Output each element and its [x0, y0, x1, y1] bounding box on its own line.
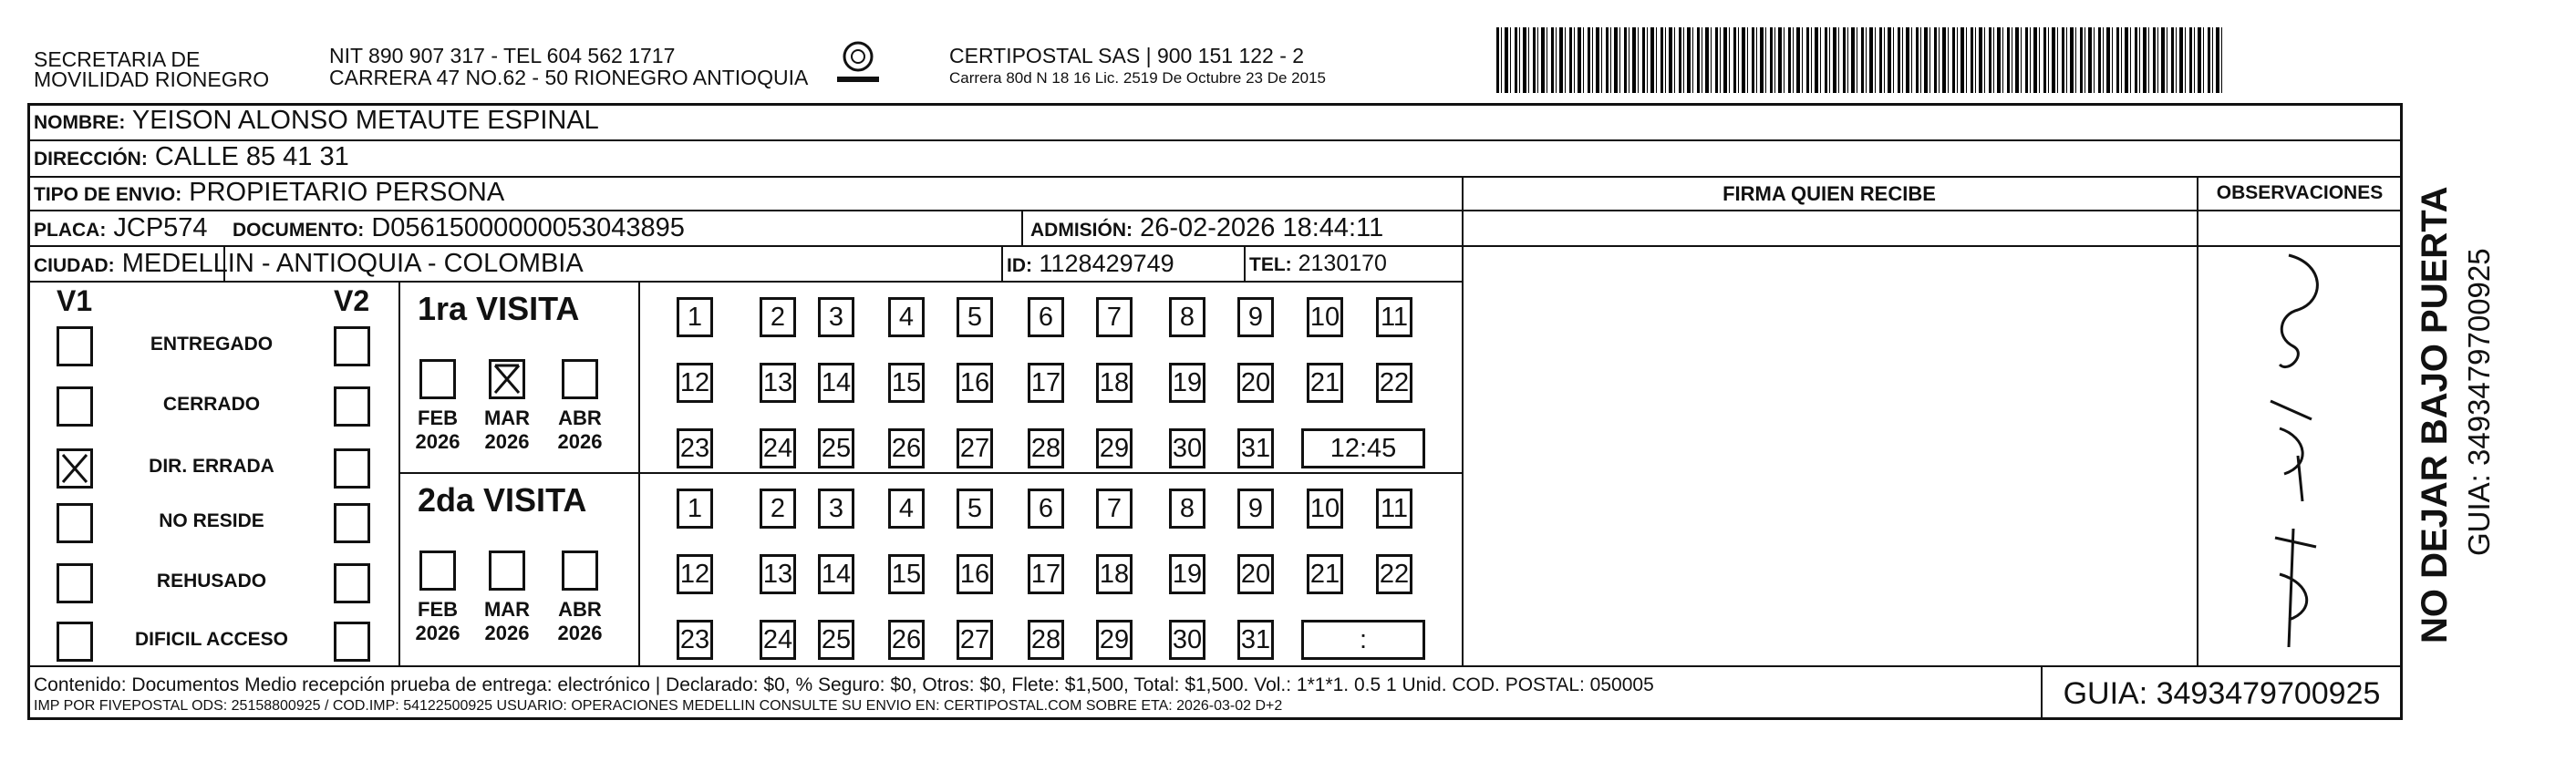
documento-label: DOCUMENTO: [233, 220, 365, 241]
time-box[interactable]: 12:45 [1301, 428, 1425, 468]
barcode-image [1496, 27, 2222, 93]
rule [1001, 245, 1003, 281]
v1-checkbox[interactable] [57, 622, 93, 662]
sender-nit: NIT 890 907 317 - TEL 604 562 1717 [329, 44, 676, 67]
day-box[interactable]: 2 [760, 297, 796, 337]
day-box[interactable]: 29 [1096, 620, 1133, 660]
rule [1021, 210, 1023, 245]
year-label: 2026 [484, 622, 530, 644]
day-box[interactable]: 15 [888, 363, 925, 403]
footer-content-line: Contenido: Documentos Medio recepción prueba de entrega: electrónico | Declarado: $0, % Seguro: $0, Otros: $0, Flete: $1,500, Total: $1,500. Vol.: 1*1*1. 0.5 1 Unid. COD. POSTAL: 050005 [34, 674, 1654, 695]
day-box[interactable]: 27 [957, 428, 993, 468]
day-box[interactable]: 1 [677, 489, 713, 529]
day-box[interactable]: 11 [1376, 297, 1412, 337]
admision-label: ADMISIÓN: [1030, 220, 1133, 241]
rule [1244, 245, 1246, 281]
year-label: 2026 [415, 622, 460, 644]
day-box[interactable]: 12 [677, 554, 713, 594]
day-box[interactable]: 6 [1028, 489, 1064, 529]
day-box[interactable]: 7 [1096, 489, 1133, 529]
placa-label: PLACA: [34, 220, 107, 241]
day-box[interactable]: 25 [818, 620, 854, 660]
month-label: MAR [483, 406, 531, 429]
day-box[interactable]: 26 [888, 428, 925, 468]
observaciones-header: OBSERVACIONES [2216, 182, 2384, 203]
v2-checkbox[interactable] [334, 622, 370, 662]
month-label: ABR [558, 406, 602, 429]
v1-checkbox[interactable] [57, 448, 93, 489]
day-box[interactable]: 30 [1169, 428, 1205, 468]
day-box[interactable]: 12 [677, 363, 713, 403]
day-box[interactable]: 4 [888, 297, 925, 337]
day-box[interactable]: 9 [1237, 489, 1274, 529]
year-label: 2026 [557, 430, 603, 453]
day-box[interactable]: 2 [760, 489, 796, 529]
side-guia: GUIA: 3493479700925 [2462, 248, 2496, 556]
tel-row [1249, 248, 1387, 281]
tipo-label: TIPO DE ENVIO: [34, 184, 182, 205]
footer-imp-line: IMP POR FIVEPOSTAL ODS: 25158800925 / COD.IMP: 54122500925 USUARIO: OPERACIONES MEDELLIN CONSULTE SU ENVIO EN: CERTIPOSTAL.COM SOBRE ETA: 2026-03-02 D+2 [34, 698, 1283, 714]
day-box[interactable]: 17 [1028, 363, 1064, 403]
nombre-label: NOMBRE: [34, 112, 126, 133]
day-box[interactable]: 6 [1028, 297, 1064, 337]
v1-checkbox[interactable] [57, 386, 93, 427]
day-box[interactable]: 1 [677, 297, 713, 337]
day-box[interactable]: 13 [760, 554, 796, 594]
day-box[interactable]: 18 [1096, 554, 1133, 594]
v1-checkbox[interactable] [57, 326, 93, 366]
tel-value: 2130170 [1298, 251, 1387, 276]
day-box[interactable]: 31 [1237, 428, 1274, 468]
year-label: 2026 [484, 430, 530, 453]
direccion-row [34, 141, 349, 175]
status-label: DIFICIL ACCESO [134, 629, 288, 650]
placa-row [34, 212, 208, 246]
carrier-license: Carrera 80d N 18 16 Lic. 2519 De Octubre 23 De 2015 [949, 69, 1326, 87]
rule [27, 665, 2403, 667]
month-label: FEB [418, 406, 458, 429]
v1-checkbox[interactable] [57, 563, 93, 603]
day-box[interactable]: 19 [1169, 363, 1205, 403]
rule [638, 472, 640, 665]
status-label: CERRADO [162, 394, 261, 415]
rule [2197, 176, 2198, 665]
day-box[interactable]: 19 [1169, 554, 1205, 594]
day-box[interactable]: 4 [888, 489, 925, 529]
id-label: ID: [1007, 255, 1032, 276]
day-box[interactable]: 21 [1307, 363, 1343, 403]
day-box[interactable]: 3 [818, 297, 854, 337]
day-box[interactable]: 14 [818, 554, 854, 594]
admision-row [1030, 212, 1383, 246]
documento-value: D05615000000053043895 [371, 213, 685, 242]
sender-name-line2: MOVILIDAD RIONEGRO [34, 67, 270, 91]
carrier-name: CERTIPOSTAL SAS | 900 151 122 - 2 [949, 44, 1305, 67]
sender-address: CARRERA 47 NO.62 - 50 RIONEGRO ANTIOQUIA [329, 66, 809, 89]
day-box[interactable]: 14 [818, 363, 854, 403]
tipo-row [34, 177, 504, 211]
documento-row [233, 212, 685, 246]
day-box[interactable]: 18 [1096, 363, 1133, 403]
day-box[interactable]: 24 [760, 428, 796, 468]
day-box[interactable]: 20 [1237, 554, 1274, 594]
v2-checkbox[interactable] [334, 386, 370, 427]
day-box[interactable]: 20 [1237, 363, 1274, 403]
month-label: FEB [418, 598, 458, 621]
ciudad-value: MEDELLIN - ANTIOQUIA - COLOMBIA [121, 249, 584, 278]
ciudad-row [34, 248, 584, 282]
day-box[interactable]: 26 [888, 620, 925, 660]
time-box[interactable]: : [1301, 620, 1425, 660]
id-value: 1128429749 [1039, 250, 1174, 277]
day-box[interactable]: 24 [760, 620, 796, 660]
v2-header: V2 [334, 284, 370, 317]
day-box[interactable]: 5 [957, 297, 993, 337]
rule [398, 472, 1462, 474]
rule [638, 281, 640, 472]
day-box[interactable]: 7 [1096, 297, 1133, 337]
nombre-value: YEISON ALONSO METAUTE ESPINAL [131, 106, 599, 135]
v2-checkbox[interactable] [334, 326, 370, 366]
day-box[interactable]: 13 [760, 363, 796, 403]
seal-logo-icon [835, 38, 881, 89]
day-box[interactable]: 15 [888, 554, 925, 594]
day-box[interactable]: 23 [677, 620, 713, 660]
month-label: MAR [483, 598, 531, 621]
handwritten-note [2225, 246, 2353, 656]
nombre-row [34, 105, 599, 139]
direccion-value: CALLE 85 41 31 [154, 142, 349, 171]
day-box[interactable]: 16 [957, 554, 993, 594]
day-box[interactable]: 5 [957, 489, 993, 529]
side-warning: NO DEJAR BAJO PUERTA [2415, 186, 2455, 643]
day-box[interactable]: 30 [1169, 620, 1205, 660]
direccion-label: DIRECCIÓN: [34, 149, 148, 170]
day-box[interactable]: 31 [1237, 620, 1274, 660]
day-box[interactable]: 21 [1307, 554, 1343, 594]
day-box[interactable]: 11 [1376, 489, 1412, 529]
day-box[interactable]: 28 [1028, 620, 1064, 660]
admision-value: 26-02-2026 18:44:11 [1140, 213, 1384, 242]
rule [27, 139, 2403, 141]
year-label: 2026 [415, 430, 460, 453]
month-checkbox[interactable] [419, 550, 456, 591]
year-label: 2026 [557, 622, 603, 644]
month-checkbox[interactable] [489, 550, 525, 591]
day-box[interactable]: 10 [1307, 297, 1343, 337]
day-box[interactable]: 9 [1237, 297, 1274, 337]
placa-value: JCP574 [113, 213, 208, 242]
v2-checkbox[interactable] [334, 503, 370, 543]
month-checkbox[interactable] [562, 550, 598, 591]
status-label: DIR. ERRADA [149, 456, 274, 477]
day-box[interactable]: 23 [677, 428, 713, 468]
status-label: NO RESIDE [159, 510, 264, 531]
visit-title: 2da VISITA [418, 481, 587, 519]
month-checkbox[interactable] [562, 359, 598, 399]
day-box[interactable]: 29 [1096, 428, 1133, 468]
day-box[interactable]: 3 [818, 489, 854, 529]
rule [1462, 176, 1464, 665]
status-label: REHUSADO [156, 571, 267, 592]
sender-name-line1: SECRETARIA DE [34, 47, 201, 71]
day-box[interactable]: 8 [1169, 489, 1205, 529]
day-box[interactable]: 17 [1028, 554, 1064, 594]
visit-title: 1ra VISITA [418, 290, 580, 327]
firma-header: FIRMA QUIEN RECIBE [1723, 182, 1936, 205]
day-box[interactable]: 28 [1028, 428, 1064, 468]
v1-checkbox[interactable] [57, 503, 93, 543]
v2-checkbox[interactable] [334, 448, 370, 489]
tipo-value: PROPIETARIO PERSONA [189, 178, 505, 207]
month-checkbox[interactable] [489, 359, 525, 399]
v1-header: V1 [57, 284, 93, 317]
month-checkbox[interactable] [419, 359, 456, 399]
month-label: ABR [558, 598, 602, 621]
day-box[interactable]: 22 [1376, 554, 1412, 594]
status-label: ENTREGADO [150, 334, 274, 355]
day-box[interactable]: 10 [1307, 489, 1343, 529]
footer-guia: GUIA: 3493479700925 [2063, 676, 2381, 711]
ciudad-label: CIUDAD: [34, 255, 115, 276]
day-box[interactable]: 25 [818, 428, 854, 468]
v2-checkbox[interactable] [334, 563, 370, 603]
day-box[interactable]: 27 [957, 620, 993, 660]
day-box[interactable]: 22 [1376, 363, 1412, 403]
day-box[interactable]: 8 [1169, 297, 1205, 337]
id-row [1007, 248, 1174, 282]
tel-label: TEL: [1249, 254, 1292, 275]
day-box[interactable]: 16 [957, 363, 993, 403]
